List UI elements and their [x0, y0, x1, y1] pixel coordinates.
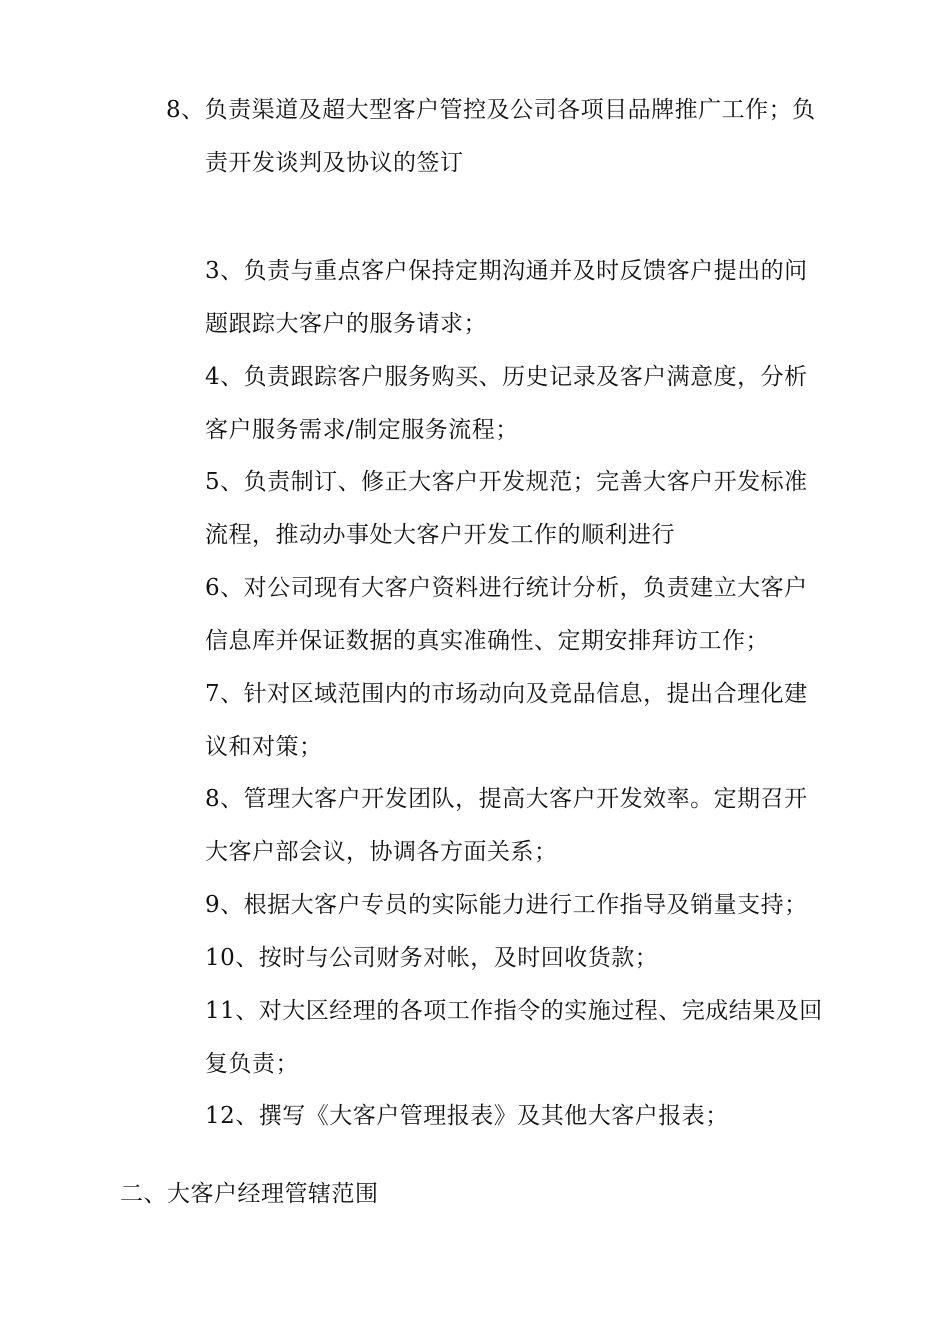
- item-3-line-2: 题跟踪大客户的服务请求；: [205, 311, 487, 337]
- item-5-line-1: 5、负责制订、修正大客户开发规范；完善大客户开发标准: [205, 469, 808, 495]
- item-12-line-1: 12、撰写《大客户管理报表》及其他大客户报表；: [205, 1103, 729, 1129]
- item-8-top-line-1: 8、负责渠道及超大型客户管控及公司各项目品牌推广工作；负: [166, 97, 816, 123]
- item-8-top-line-2: 责开发谈判及协议的签订: [205, 150, 464, 176]
- item-6-line-2: 信息库并保证数据的真实准确性、定期安排拜访工作；: [205, 628, 769, 654]
- item-9-line-1: 9、根据大客户专员的实际能力进行工作指导及销量支持；: [205, 892, 808, 918]
- item-11-line-1: 11、对大区经理的各项工作指令的实施过程、完成结果及回: [205, 998, 823, 1024]
- item-7-line-2: 议和对策；: [205, 734, 323, 760]
- item-4-line-2: 客户服务需求/制定服务流程；: [205, 417, 519, 443]
- item-11-line-2: 复负责；: [205, 1051, 299, 1077]
- item-5-line-2: 流程，推动办事处大客户开发工作的顺利进行: [205, 522, 675, 548]
- item-8-line-2: 大客户部会议，协调各方面关系；: [205, 839, 558, 865]
- item-7-line-1: 7、针对区域范围内的市场动向及竞品信息，提出合理化建: [205, 681, 808, 707]
- section-heading: 二、大客户经理管辖范围: [120, 1181, 379, 1207]
- item-8-line-1: 8、管理大客户开发团队，提高大客户开发效率。定期召开: [205, 786, 808, 812]
- item-6-line-1: 6、对公司现有大客户资料进行统计分析，负责建立大客户: [205, 575, 808, 601]
- item-3-line-1: 3、负责与重点客户保持定期沟通并及时反馈客户提出的问: [205, 258, 808, 284]
- item-10-line-1: 10、按时与公司财务对帐，及时回收货款；: [205, 945, 659, 971]
- item-4-line-1: 4、负责跟踪客户服务购买、历史记录及客户满意度，分析: [205, 364, 808, 390]
